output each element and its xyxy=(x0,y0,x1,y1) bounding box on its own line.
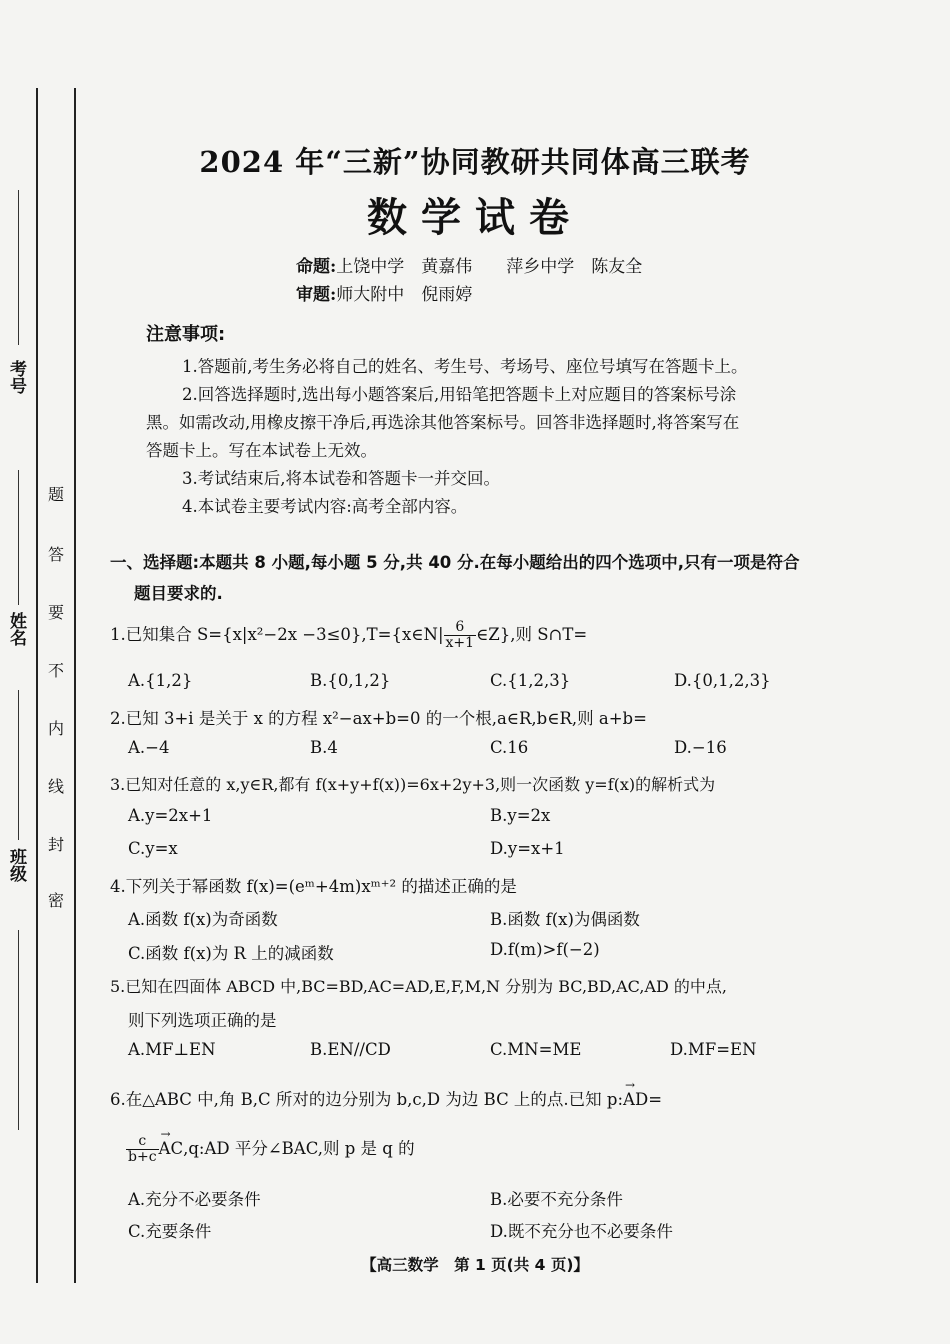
seal-word: 密 xyxy=(48,891,65,910)
q3-option-b: B.y=2x xyxy=(490,806,551,825)
q6-stem-a: 6.在△ABC 中,角 B,C 所对的边分别为 b,c,D 为边 BC 上的点.已知 p: xyxy=(110,1090,624,1109)
seal-word: 要 xyxy=(48,603,65,622)
seal-word: 答 xyxy=(48,545,65,564)
exam-number-label: 考号 xyxy=(6,360,26,394)
notice-line: 黑。如需改动,用橡皮擦干净后,再选涂其他答案标号。回答非选择题时,将答案写在 xyxy=(146,413,740,432)
q6-frac-num: c xyxy=(126,1134,159,1150)
notice-line: 3.考试结束后,将本试卷和答题卡一并交回。 xyxy=(182,469,500,488)
reviewers-line xyxy=(296,280,472,305)
q6-vector-ac: → AC xyxy=(159,1139,184,1158)
q5-option-c: C.MN=ME xyxy=(490,1040,582,1059)
binding-line-inner xyxy=(74,88,76,1283)
exam-subtitle: 数学试卷 xyxy=(367,195,583,241)
notice-line: 4.本试卷主要考试内容:高考全部内容。 xyxy=(182,497,468,516)
q6-option-c: C.充要条件 xyxy=(128,1222,212,1241)
q6-stem-b: ,q:AD 平分∠BAC,则 p 是 q 的 xyxy=(183,1139,415,1158)
question-2-stem: 2.已知 3+i 是关于 x 的方程 x²−ax+b=0 的一个根,a∈R,b∈R,则 a+b= xyxy=(110,709,647,728)
seal-word: 线 xyxy=(48,777,65,796)
notice-line: 2.回答选择题时,选出每小题答案后,用铅笔把答题卡上对应题目的答案标号涂 xyxy=(182,385,737,404)
q3-option-c: C.y=x xyxy=(128,839,178,858)
q4-option-d: D.f(m)>f(−2) xyxy=(490,940,600,959)
seal-word: 题 xyxy=(48,485,65,504)
exam-title: 2024 年“三新”协同教研共同体高三联考 xyxy=(199,145,751,179)
question-5-stem: 5.已知在四面体 ABCD 中,BC=BD,AC=AD,E,F,M,N 分别为 BC,BD,AC,AD 的中点, xyxy=(110,977,727,996)
q5-option-b: B.EN//CD xyxy=(310,1040,391,1059)
q3-option-d: D.y=x+1 xyxy=(490,839,565,858)
question-6-stem-cont xyxy=(126,1134,415,1165)
q4-option-a: A.函数 f(x)为奇函数 xyxy=(128,910,278,929)
reviewers-label: 审题: xyxy=(296,285,337,305)
seal-word: 内 xyxy=(48,719,65,738)
q4-option-b: B.函数 f(x)为偶函数 xyxy=(490,910,640,929)
q1-fraction xyxy=(444,620,477,651)
q2-option-d: D.−16 xyxy=(674,738,727,757)
q6-frac-den: b+c xyxy=(128,1149,157,1165)
q4-option-c: C.函数 f(x)为 R 上的减函数 xyxy=(128,944,334,963)
notice-line: 1.答题前,考生务必将自己的姓名、考生号、考场号、座位号填写在答题卡上。 xyxy=(182,357,748,376)
seal-word: 封 xyxy=(48,835,65,854)
q6-option-b: B.必要不充分条件 xyxy=(490,1190,623,1209)
class-blank xyxy=(18,690,19,840)
q1-frac-num: 6 xyxy=(444,620,477,636)
section-heading-cont: 题目要求的. xyxy=(134,584,223,603)
proposers-line xyxy=(296,252,642,277)
name-blank xyxy=(18,470,19,605)
question-3-stem: 3.已知对任意的 x,y∈R,都有 f(x+y+f(x))=6x+2y+3,则一次函数 y=f(x)的解析式为 xyxy=(110,775,716,794)
q6-vector-ad: → AD xyxy=(623,1090,648,1109)
proposers: 上饶中学 黄嘉伟 萍乡中学 陈友全 xyxy=(336,257,643,277)
q1-stem-b: ∈Z},则 S∩T= xyxy=(476,625,588,644)
q1-option-a: A.{1,2} xyxy=(128,671,193,690)
q6-stem-eq: = xyxy=(648,1090,663,1109)
q2-option-c: C.16 xyxy=(490,738,529,757)
q1-stem-a: 1.已知集合 S={x|x²−2x −3≤0},T={x∈N| xyxy=(110,625,444,644)
question-4-stem: 4.下列关于幂函数 f(x)=(eᵐ+4m)xᵐ⁺² 的描述正确的是 xyxy=(110,877,517,896)
q2-option-a: A.−4 xyxy=(128,738,170,757)
question-1-stem xyxy=(110,620,587,651)
binding-line-outer xyxy=(36,88,38,1283)
q2-option-b: B.4 xyxy=(310,738,338,757)
class-label: 班级 xyxy=(6,848,26,882)
q6-fraction xyxy=(126,1134,159,1165)
q6-option-d: D.既不充分也不必要条件 xyxy=(490,1222,673,1241)
q3-option-a: A.y=2x+1 xyxy=(128,806,213,825)
seal-word: 不 xyxy=(48,661,65,680)
q1-frac-den: x+1 xyxy=(445,635,475,651)
notice-line: 答题卡上。写在本试卷上无效。 xyxy=(146,441,377,460)
notice-heading: 注意事项: xyxy=(146,324,226,345)
q1-option-b: B.{0,1,2} xyxy=(310,671,391,690)
reviewers: 师大附中 倪雨婷 xyxy=(336,285,473,305)
q5-option-d: D.MF=EN xyxy=(670,1040,757,1059)
q5-option-a: A.MF⊥EN xyxy=(128,1040,216,1059)
section-heading: 一、选择题:本题共 8 小题,每小题 5 分,共 40 分.在每小题给出的四个选项中,只有一项是符合 xyxy=(110,553,800,572)
q1-option-c: C.{1,2,3} xyxy=(490,671,571,690)
name-label: 姓名 xyxy=(6,612,26,646)
page-footer: 【高三数学 第 1 页(共 4 页)】 xyxy=(361,1256,589,1274)
proposers-label: 命题: xyxy=(296,257,337,277)
question-5-stem-cont: 则下列选项正确的是 xyxy=(128,1011,277,1030)
q1-option-d: D.{0,1,2,3} xyxy=(674,671,771,690)
extra-blank xyxy=(18,930,19,1130)
q6-option-a: A.充分不必要条件 xyxy=(128,1190,261,1209)
question-6-stem xyxy=(110,1086,662,1110)
